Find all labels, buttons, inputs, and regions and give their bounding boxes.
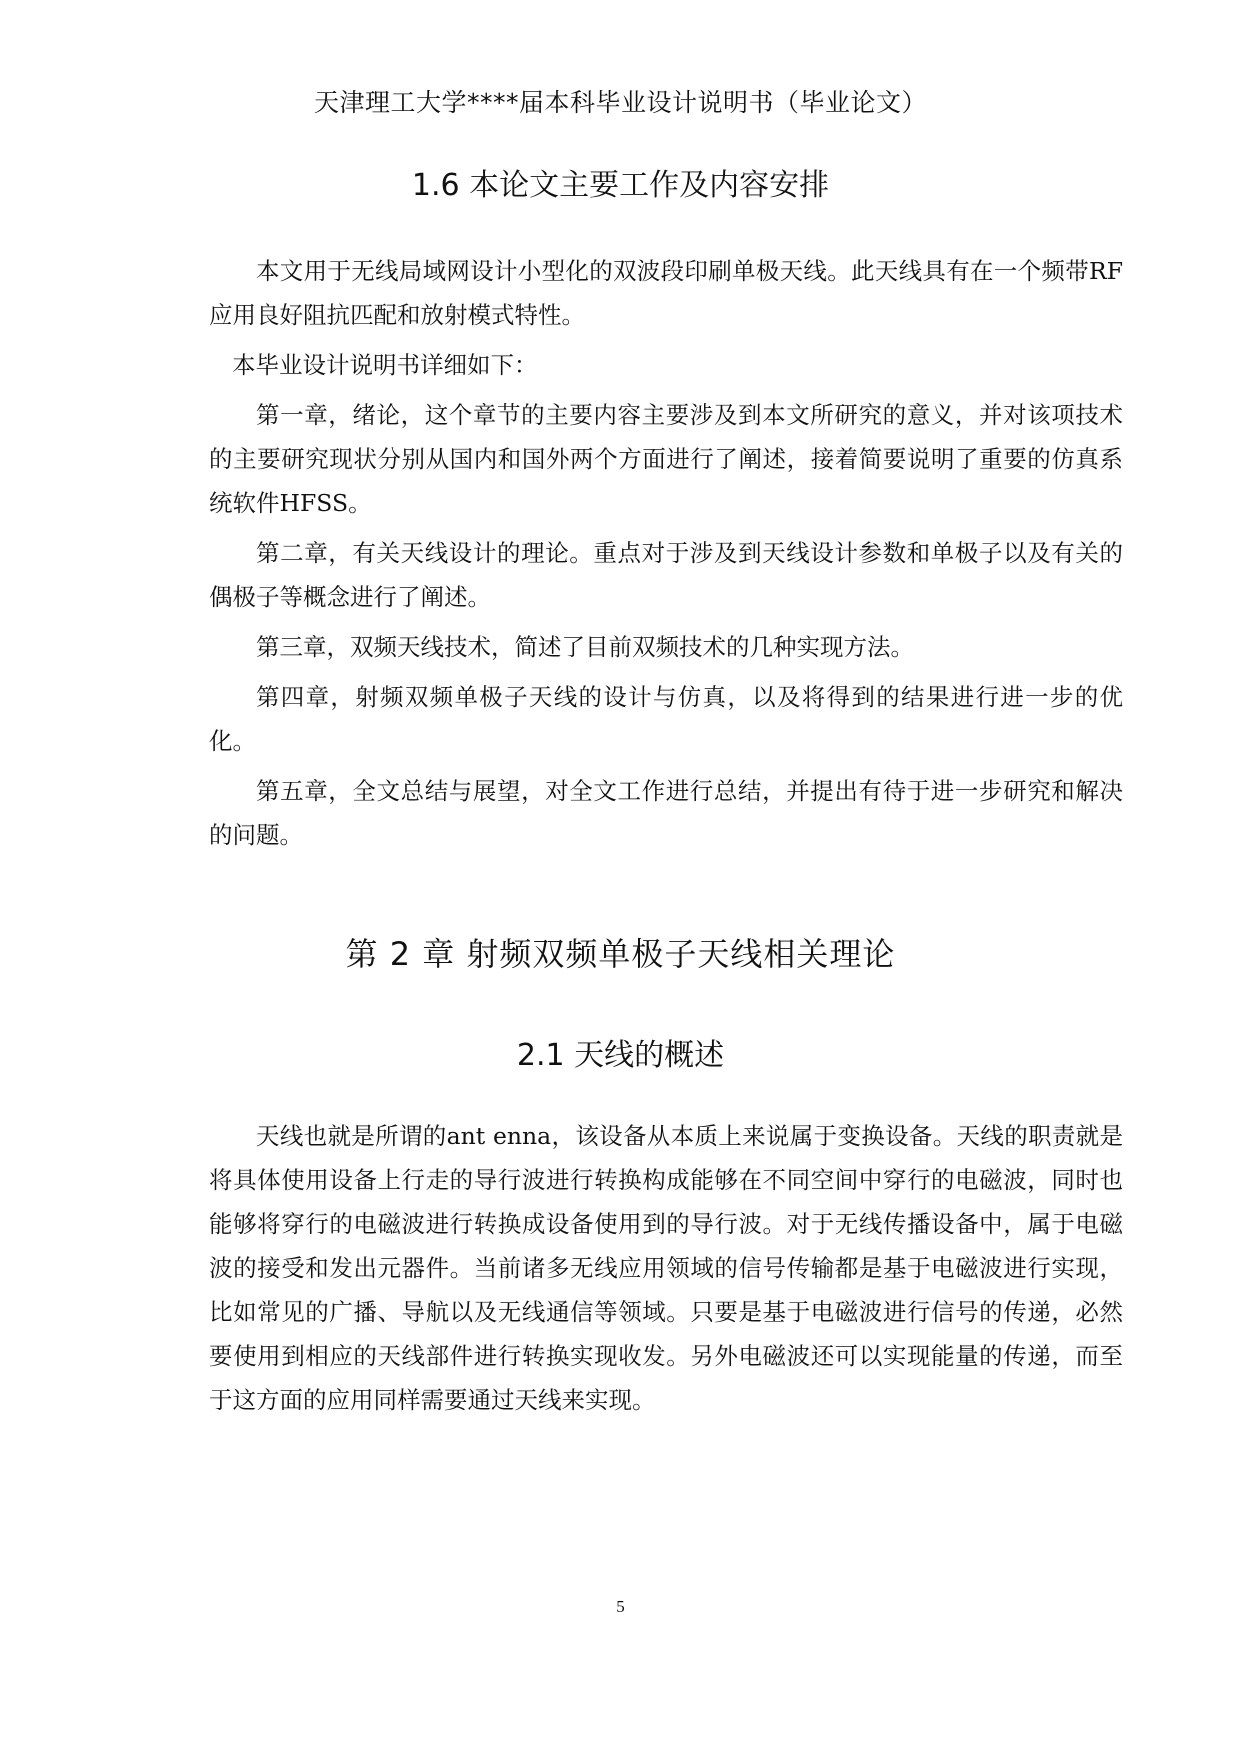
paragraph-chapter-5: 第五章，全文总结与展望，对全文工作进行总结，并提出有待于进一步研究和解决的问题。 (209, 777, 1123, 849)
running-header: 天津理工大学****届本科毕业设计说明书（毕业论文） (313, 88, 927, 117)
paragraph-chapter-3: 第三章，双频天线技术，简述了目前双频技术的几种实现方法。 (256, 633, 914, 661)
section-1-6-body (209, 249, 1123, 863)
chapter-heading-2: 第 2 章 射频双频单极子天线相关理论 (345, 935, 896, 973)
paragraph-outline-lead: 本毕业设计说明书详细如下： (232, 351, 538, 379)
section-heading-1-6: 1.6 本论文主要工作及内容安排 (411, 168, 830, 203)
section-heading-2-1: 2.1 天线的概述 (516, 1038, 725, 1073)
paragraph-chapter-4: 第四章，射频双频单极子天线的设计与仿真，以及将得到的结果进行进一步的优化。 (209, 683, 1123, 755)
paragraph-antenna-overview: 天线也就是所谓的ant enna，该设备从本质上来说属于变换设备。天线的职责就是将具体使用设备上行走的导行波进行转换构成能够在不同空间中穿行的电磁波，同时也能够将穿行的电磁波进行转换成设备使用到的导行波。对于无线传播设备中，属于电磁波的接受和发出元器件。当前诸多无线应用领域的信号传输都是基于电磁波进行实现，比如常见的广播、导航以及无线通信等领域。只要是基于电磁波进行信号的传递，必然要使用到相应的天线部件进行转换实现收发。另外电磁波还可以实现能量的传递，而至于这方面的应用同样需要通过天线来实现。 (209, 1122, 1123, 1414)
paragraph-chapter-2: 第二章，有关天线设计的理论。重点对于涉及到天线设计参数和单极子以及有关的偶极子等概念进行了阐述。 (209, 539, 1123, 611)
paragraph-chapter-1: 第一章，绪论，这个章节的主要内容主要涉及到本文所研究的意义，并对该项技术的主要研究现状分别从国内和国外两个方面进行了阐述，接着简要说明了重要的仿真系统软件HFSS。 (209, 401, 1123, 517)
paragraph-intro: 本文用于无线局域网设计小型化的双波段印刷单极天线。此天线具有在一个频带RF应用良好阻抗匹配和放射模式特性。 (209, 257, 1123, 329)
section-2-1-body (209, 1114, 1123, 1422)
page-number: 5 (616, 1597, 625, 1616)
